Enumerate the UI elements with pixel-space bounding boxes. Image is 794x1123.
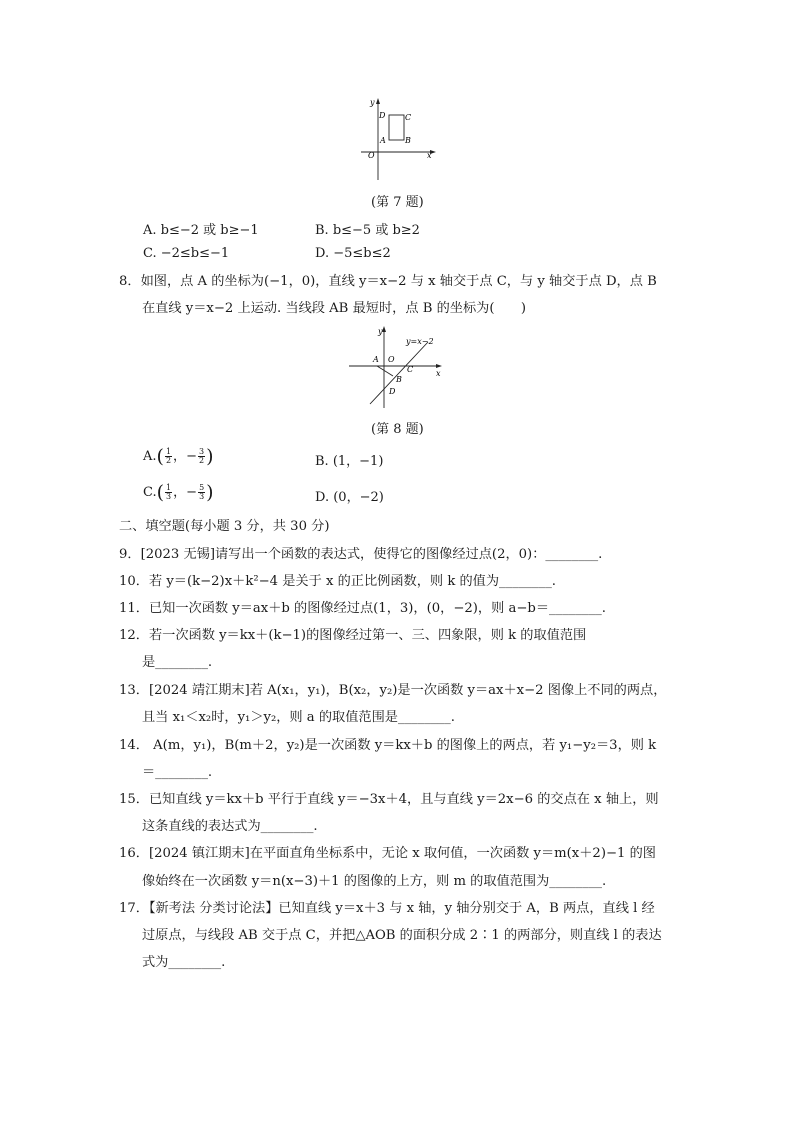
q8-option-b: B. (1，−1) bbox=[315, 454, 384, 469]
figure-8-caption: (第 8 题) bbox=[371, 422, 424, 437]
figure-8-graph bbox=[346, 324, 446, 410]
svg-text:C: C bbox=[407, 365, 414, 374]
figure-7-graph bbox=[356, 96, 438, 182]
question-12-line1: 12．若一次函数 y＝kx＋(k−1)的图像经过第一、三、四象限，则 k 的取值范围 bbox=[119, 628, 587, 643]
question-9: 9．[2023 无锡]请写出一个函数的表达式，使得它的图像经过点(2，0)：________. bbox=[119, 547, 603, 562]
question-17-line1: 17．【新考法 分类讨论法】已知直线 y＝x＋3 与 x 轴，y 轴分别交于 A，B 两点，直线 l 经 bbox=[119, 901, 655, 916]
svg-text:O: O bbox=[388, 355, 395, 364]
svg-text:O: O bbox=[368, 151, 375, 160]
question-12-line2: 是________. bbox=[142, 655, 213, 670]
q8-stem-line2: 在直线 y＝x−2 上运动. 当线段 AB 最短时，点 B 的坐标为( ) bbox=[142, 301, 526, 316]
svg-text:x: x bbox=[436, 369, 441, 378]
svg-text:A: A bbox=[373, 355, 379, 364]
question-14-line2: ＝________. bbox=[142, 765, 213, 780]
question-11: 11．已知一次函数 y＝ax＋b 的图像经过点(1，3)，(0，−2)，则 a−b＝________. bbox=[119, 601, 606, 616]
svg-text:x: x bbox=[427, 151, 432, 160]
question-15-line1: 15．已知直线 y＝kx＋b 平行于直线 y＝−3x＋4，且与直线 y＝2x−6 的交点在 x 轴上，则 bbox=[119, 792, 659, 807]
q7-option-b: B. b≤−5 或 b≥2 bbox=[315, 223, 420, 238]
figure-7-caption: (第 7 题) bbox=[371, 195, 424, 210]
svg-text:B: B bbox=[405, 136, 411, 145]
q7-option-d: D. −5≤b≤2 bbox=[315, 246, 391, 261]
svg-text:C: C bbox=[405, 113, 412, 122]
q7-option-a: A. b≤−2 或 b≥−1 bbox=[143, 223, 259, 238]
svg-text:A: A bbox=[380, 136, 386, 145]
question-15-line2: 这条直线的表达式为________. bbox=[142, 819, 318, 834]
svg-text:y: y bbox=[370, 98, 375, 107]
svg-text:D: D bbox=[389, 387, 396, 396]
question-14-line1: 14． A(m，y₁)，B(m＋2，y₂)是一次函数 y＝kx＋b 的图像上的两点，若 y₁−y₂＝3，则 k bbox=[119, 738, 657, 753]
q8-option-c: C.( $\frac{1}{3}$ ，− $\frac{5}{3}$ ) bbox=[143, 481, 214, 504]
svg-text:y=x−2: y=x−2 bbox=[406, 337, 434, 346]
question-16-line1: 16．[2024 镇江期末]在平面直角坐标系中，无论 x 取何值，一次函数 y＝m(x＋2)−1 的图 bbox=[119, 846, 656, 861]
question-13-line1: 13．[2024 靖江期末]若 A(x₁，y₁)，B(x₂，y₂)是一次函数 y＝ax＋x−2 图像上不同的两点， bbox=[119, 683, 667, 698]
question-16-line2: 像始终在一次函数 y＝n(x−3)＋1 的图像的上方，则 m 的取值范围为________. bbox=[142, 874, 607, 889]
svg-text:D: D bbox=[379, 111, 386, 120]
q8-option-d: D. (0，−2) bbox=[315, 490, 384, 505]
q8-stem-line1: 8．如图，点 A 的坐标为(−1，0)，直线 y＝x−2 与 x 轴交于点 C，与 y 轴交于点 D，点 B bbox=[119, 274, 657, 289]
question-13-line2: 且当 x₁＜x₂时，y₁＞y₂，则 a 的取值范围是________. bbox=[142, 710, 455, 725]
svg-text:B: B bbox=[396, 375, 402, 384]
question-17-line3: 式为________. bbox=[142, 955, 226, 970]
svg-text:y: y bbox=[378, 327, 383, 336]
question-17-line2: 过原点，与线段 AB 交于点 C，并把△AOB 的面积分成 2∶1 的两部分，则直线 l 的表达 bbox=[142, 928, 662, 943]
q8-option-a: A.( $\frac{1}{2}$ ，− $\frac{3}{2}$ ) bbox=[143, 445, 214, 468]
section-2-title: 二、填空题(每小题 3 分，共 30 分) bbox=[119, 519, 330, 534]
question-10: 10．若 y＝(k−2)x＋k²−4 是关于 x 的正比例函数，则 k 的值为________. bbox=[119, 574, 557, 589]
q7-option-c: C. −2≤b≤−1 bbox=[143, 246, 230, 261]
